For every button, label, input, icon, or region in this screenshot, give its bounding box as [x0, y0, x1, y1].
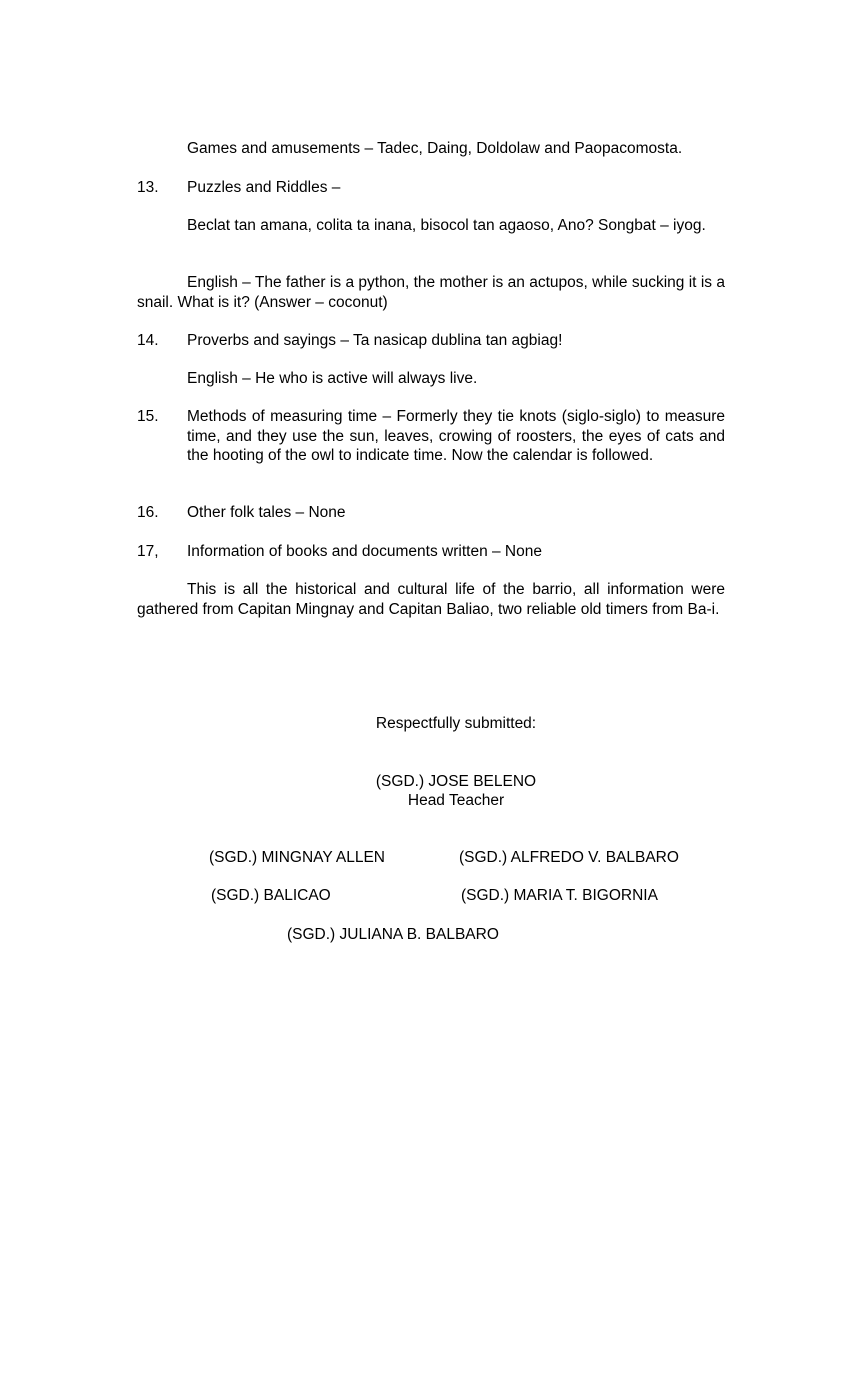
signature-balicao: (SGD.) BALICAO — [211, 887, 331, 904]
head-teacher-signature: (SGD.) JOSE BELENO — [375, 773, 537, 790]
closing-paragraph: This is all the historical and cultural life of the barrio, all information were gathered from Capitan Mingnay and Capitan Baliao, two reliable old timers from Ba-i. — [137, 581, 725, 618]
item-17-text: Information of books and documents written – None — [187, 543, 542, 560]
item-13-text: Puzzles and Riddles – — [187, 179, 341, 196]
signature-mingnay-allen: (SGD.) MINGNAY ALLEN — [209, 849, 385, 866]
item-17-number: 17, — [137, 543, 159, 560]
item-15-text: Methods of measuring time – Formerly they tie knots (siglo-siglo) to measure time, and they use the sun, leaves, crowing of roosters, the eyes of cats and the hooting of the owl to indicate time. Now the calendar is followed. — [187, 408, 725, 464]
head-teacher-title: Head Teacher — [407, 792, 505, 809]
item-13-number: 13. — [137, 179, 159, 196]
signature-maria-bigornia: (SGD.) MARIA T. BIGORNIA — [461, 887, 658, 904]
item-14-text: Proverbs and sayings – Ta nasicap dublina tan agbiag! — [187, 332, 563, 349]
signature-juliana-balbaro: (SGD.) JULIANA B. BALBARO — [287, 926, 499, 943]
proverb-english-line: English – He who is active will always live. — [187, 370, 478, 387]
signature-alfredo-balbaro: (SGD.) ALFREDO V. BALBARO — [459, 849, 679, 866]
respectfully-submitted: Respectfully submitted: — [375, 715, 537, 732]
riddle-english-paragraph: English – The father is a python, the mother is an actupos, while sucking it is a snail. What is it? (Answer – coconut) — [137, 274, 725, 311]
riddle-native-paragraph: Beclat tan amana, colita ta inana, bisocol tan agaoso, Ano? Songbat – iyog. — [187, 217, 706, 234]
item-16-text: Other folk tales – None — [187, 504, 346, 521]
item-15-number: 15. — [137, 408, 159, 425]
item-14-number: 14. — [137, 332, 159, 349]
games-amusements-line: Games and amusements – Tadec, Daing, Doldolaw and Paopacomosta. — [187, 140, 683, 157]
item-16-number: 16. — [137, 504, 159, 521]
